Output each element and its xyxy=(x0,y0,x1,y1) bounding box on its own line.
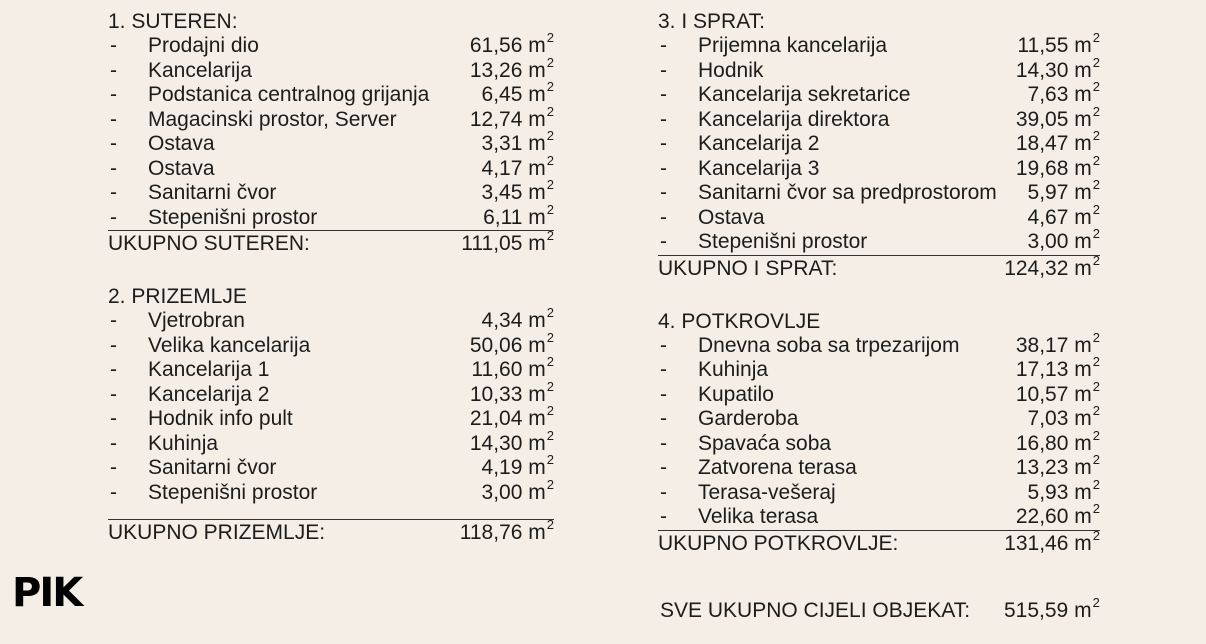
grand-total: SVE UKUPNO CIJELI OBJEKAT: 515,59 $m^2$ xyxy=(660,595,1100,622)
list-item: - Sanitarni čvor sa predprostorom 5,97 $m^2$ xyxy=(660,177,1100,204)
section-i-sprat xyxy=(658,10,1100,282)
list-item: - Kuhinja 14,30 $m^2$ xyxy=(110,427,554,455)
section-potkrovlje xyxy=(658,310,1100,557)
section-title: 4. POTKROVLJE xyxy=(658,309,821,333)
list-item: - Velika kancelarija 50,06 $m^2$ xyxy=(110,329,554,357)
list-item: - Prijemna kancelarija 11,55 $m^2$ xyxy=(660,30,1100,57)
list-item: - Sanitarni čvor 4,19 $m^2$ xyxy=(110,452,554,479)
list-item: - Velika terasa 22,60 $m^2$ xyxy=(660,501,1100,528)
list-item: - Stepenišni prostor 3,00 $m^2$ xyxy=(110,476,554,504)
list-item: - Spavaća soba 16,80 $m^2$ xyxy=(660,427,1100,455)
list-item: - Ostava 4,67 $m^2$ xyxy=(660,201,1100,229)
list-item: - Kancelarija 3 19,68 $m^2$ xyxy=(660,152,1100,180)
pik-logo: PIK xyxy=(12,570,82,616)
list-item: - Hodnik info pult 21,04 $m^2$ xyxy=(110,403,554,430)
list-item: - Podstanica centralnog grijanja 6,45 $m^2$ xyxy=(110,79,554,106)
list-item: - Prodajni dio 61,56 $m^2$ xyxy=(110,30,554,57)
section-title: 1. SUTEREN: xyxy=(108,10,238,33)
list-item: - Vjetrobran 4,34 $m^2$ xyxy=(110,305,554,332)
list-item: - Kancelarija direktora 39,05 $m^2$ xyxy=(660,103,1100,131)
list-item: - Kancelarija 2 18,47 $m^2$ xyxy=(660,128,1100,155)
list-item: - Sanitarni čvor 3,45 $m^2$ xyxy=(110,177,554,204)
list-item: - Kupatilo 10,57 $m^2$ xyxy=(660,378,1100,406)
list-item: - Ostava 4,17 $m^2$ xyxy=(110,152,554,180)
list-item: - Kancelarija 1 11,60 $m^2$ xyxy=(110,354,554,381)
list-item: - Ostava 3,31 $m^2$ xyxy=(110,128,554,155)
list-item: - Magacinski prostor, Server 12,74 $m^2$ xyxy=(110,103,554,131)
section-title: 2. PRIZEMLJE xyxy=(108,285,247,308)
list-item: - Kancelarija sekretarice 7,63 $m^2$ xyxy=(660,79,1100,106)
section-total: UKUPNO SUTEREN: 111,05 $m^2$ xyxy=(108,228,554,255)
list-item: - Garderoba 7,03 $m^2$ xyxy=(660,403,1100,430)
list-item: - Kuhinja 17,13 $m^2$ xyxy=(660,354,1100,381)
list-item: - Terasa-vešeraj 5,93 $m^2$ xyxy=(660,476,1100,504)
list-item: - Zatvorena terasa 13,23 $m^2$ xyxy=(660,452,1100,479)
list-item: - Stepenišni prostor 3,00 $m^2$ xyxy=(660,226,1100,253)
section-total: UKUPNO POTKROVLJE: 131,46 $m^2$ xyxy=(658,527,1100,555)
list-item: - Kancelarija 13,26 $m^2$ xyxy=(110,54,554,82)
list-item: - Hodnik 14,30 $m^2$ xyxy=(660,54,1100,82)
section-suteren xyxy=(108,10,554,257)
list-item: - Kancelarija 2 10,33 $m^2$ xyxy=(110,378,554,406)
right-column xyxy=(658,10,1100,557)
section-title: 3. I SPRAT: xyxy=(658,10,765,33)
section-total: UKUPNO PRIZEMLJE: 118,76 $m^2$ xyxy=(108,517,554,544)
left-column xyxy=(108,10,554,546)
list-item: - Stepenišni prostor 6,11 $m^2$ xyxy=(110,201,554,229)
list-item: - Dnevna soba sa trpezarijom 38,17 $m^2$ xyxy=(660,329,1100,357)
section-total: UKUPNO I SPRAT: 124,32 $m^2$ xyxy=(658,252,1100,280)
section-prizemlje xyxy=(108,285,554,546)
